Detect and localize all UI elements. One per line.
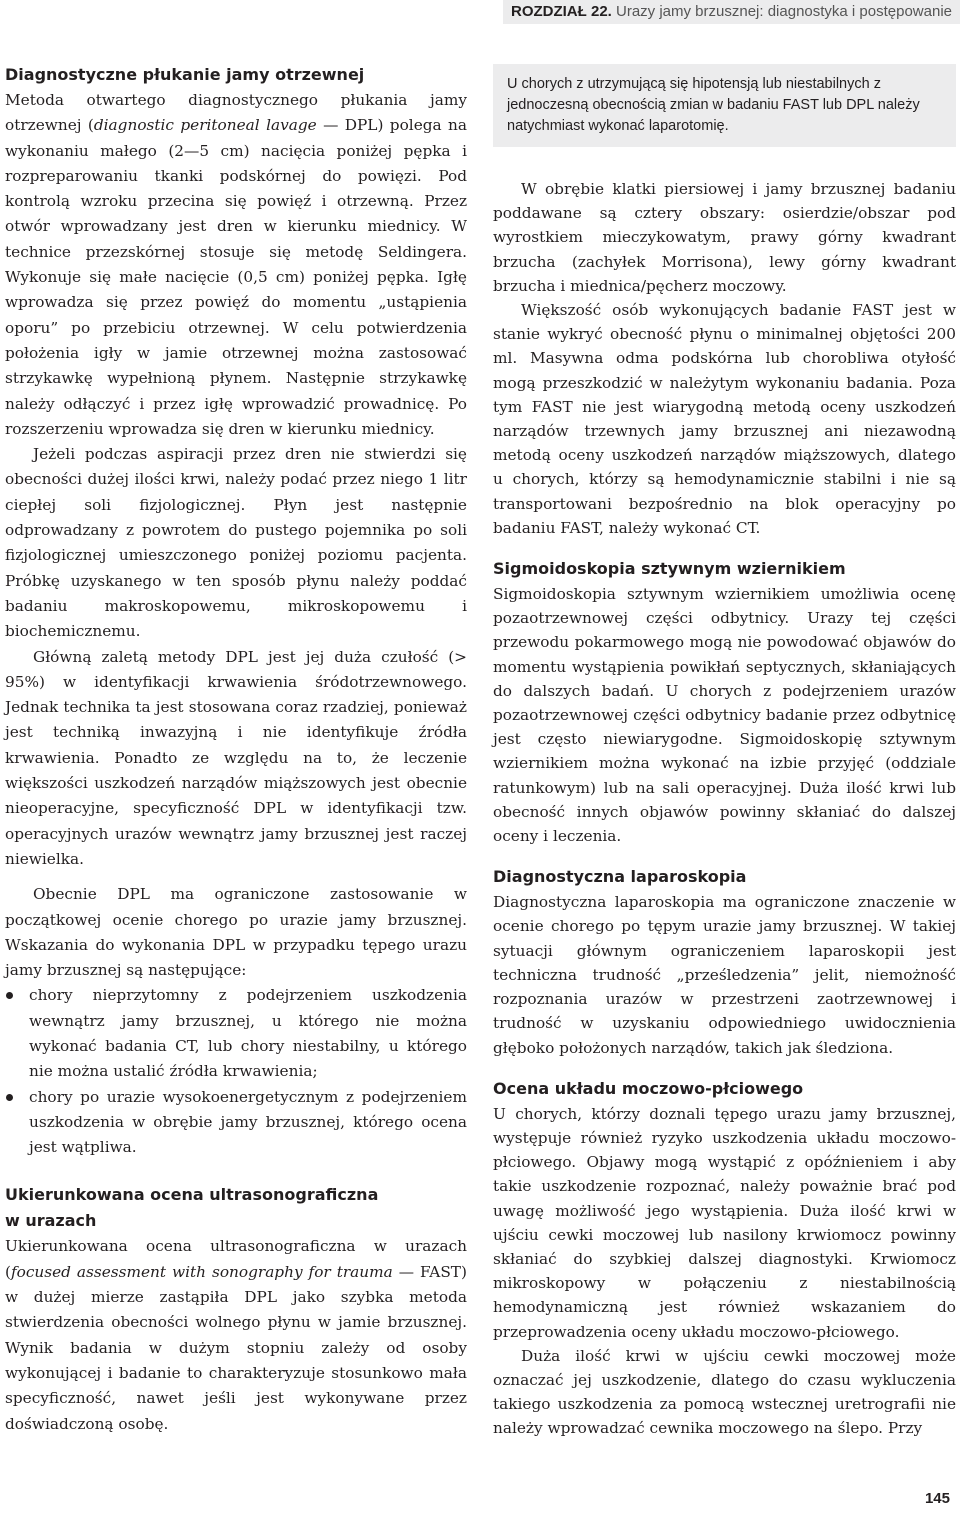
term-dpl-english: diagnostic peritoneal lavage [93, 116, 317, 135]
list-item: chory nieprzytomny z podejrzeniem uszkodzenia wewnątrz jamy brzusznej, u którego nie można wykonać badania CT, lub chory niestabilny, u którego nie można ustalić źródła krwawienia; [5, 983, 467, 1084]
paragraph-urogenital-risk: U chorych, którzy doznali tępego urazu jamy brzusznej, występuje również ryzyko uszkodzenia układu moczowo-płciowego. Objawy mogą wystąpić z opóźnieniem i aby takie uszkodzenie rozpoznać, należy poważnie brać pod uwagę możliwość jego wystąpienia. Duża ilość krwi w ujściu cewki moczowej lub nasilony krwiomocz powinny skłaniać do szybkiej dalszej diagnostyki. Krwiomocz mikroskopowy w połączeniu z niestabilnością hemodynamiczną jest również wskazaniem do przeprowadzenia oceny układu moczowo-płciowego. [493, 1104, 956, 1341]
paragraph-dpl-aspiration: Jeżeli podczas aspiracji przez dren nie stwierdzi się obecności dużej ilości krwi, należy podać przez niego 1 litr ciepłej soli fizjologicznej. Płyn jest następnie odprowadzany z powrotem do pustego pojemnika po soli fizjologicznej umieszczonego poniżej poziomu pacjenta. Próbkę uzyskanego w ten sposób płynu należy poddać badaniu makroskopowemu, mikroskopowemu i biochemicznemu. [5, 445, 467, 641]
paragraph-dpl-indications: Obecnie DPL ma ograniczone zastosowanie w początkowej ocenie chorego po urazie jamy brzusznej. Wskazania do wykonania DPL w przypadku tępego urazu jamy brzusznej są następujące: [5, 885, 467, 980]
section-heading-fast: Ukierunkowana ocena ultrasonograficzna w urazach [5, 1185, 379, 1231]
paragraph-dpl-advantages: Główną zaletą metody DPL jest jej duża czułość (> 95%) w identyfikacji krwawienia śródotrzewnowego. Jednak technika ta jest stosowana coraz rzadziej, ponieważ jest techniką inwazyjną i nie identyfikuje źródła krwawienia. Ponadto ze względu na to, że leczenie większości uszkodzeń narządów miąższowych jest obecnie nieoperacyjne, specyficzność DPL w identyfikacji tzw. operacyjnych urazów wewnątrz jamy brzusznej jest raczej niewielka. [5, 647, 467, 868]
section-heading-sigmoidoscopy: Sigmoidoskopia sztywnym wziernikiem [493, 559, 846, 579]
indications-list [5, 983, 467, 1160]
paragraph-laparoscopy: Diagnostyczna laparoskopia ma ograniczone znaczenie w ocenie chorego po tępym urazie jamy brzusznej. W takiej sytuacji głównym ograniczeniem laparoskopii jest techniczna trudność „prześledzenia” jelit, niemożność rozpoznania urazów w przestrzeni zaotrzewnowej i trudność w uzyskaniu odpowiedniego uwidocznienia głęboko położonych narządów, takich jak śledziona. [493, 893, 956, 1057]
chapter-label: ROZDZIAŁ 22. [510, 3, 612, 20]
paragraph-dpl-method: Metoda otwartego diagnostycznego płukania jamy otrzewnej (diagnostic peritoneal lavage — DPL) polega na wykonaniu małego (2—5 cm) nacięcia poniżej pępka i rozpreparowaniu tkanki podskórnej do powięzi. Pod kontrolą wzroku przecina się powięź i otrzewną. Przez otwór wprowadzany jest dren w kierunku miednicy. W technice przezskórnej stosuje się metodę Seldingera. Wykonuje się małe nacięcie (0,5 cm) poniżej pępka. Igłę wprowadza się przez powięź do momentu „ustąpienia oporu” po przebiciu otrzewnej. W celu potwierdzenia położenia igły w jamie otrzewnej można zastosować strzykawkę wypełnioną płynem. Następnie strzykawkę należy odłączyć i przez igłę wprowadzić prowadnicę. Po rozszerzeniu wprowadza się dren w kierunku miednicy. [5, 91, 468, 438]
paragraph-fast-regions: W obrębie klatki piersiowej i jamy brzusznej badaniu poddawane są cztery obszary: osierdzie/obszar pod wyrostkiem mieczykowatym, prawy górny kwadrant brzucha (zachyłek Morrisona), lewy górny kwadrant brzucha i miednica/pęcherz moczowy. [493, 180, 956, 295]
paragraph-fast-limitations: Większość osób wykonujących badanie FAST jest w stanie wykryć obecność płynu o minimalnej objętości 200 ml. Masywna odma podskórna lub chorobliwa otyłość mogą przeszkodzić w należytym wykonaniu badania. Poza tym FAST nie jest wiarygodną metodą oceny uszkodzeń narządów trzewnych jamy brzusznej ani niezawodną metodą oceny uszkodzeń narządów miąższowych, dlatego u chorych, którzy są hemodynamicznie stabilni i nie są transportowani bezpośrednio na blok operacyjny po badaniu FAST, należy wykonać CT. [493, 301, 956, 537]
right-column [493, 62, 956, 1441]
paragraph-sigmoidoscopy: Sigmoidoskopia sztywnym wziernikiem umożliwia ocenę pozaotrzewnowej części odbytnicy. Urazy tej części przewodu pokarmowego mogą nie powodować objawów do momentu wystąpienia powikłań septycznych, skłaniających do dalszych badań. U chorych z podejrzeniem urazów pozaotrzewnowej części odbytnicy badanie przez odbytnicę jest często niewiarygodne. Sigmoidoskopię sztywnym wziernikiem można wykonać na izbie przyjęć (oddziale ratunkowym) lub na sali operacyjnej. Duża ilość krwi lub obecność innych objawów powinny skłaniać do dalszej oceny i leczenia. [493, 585, 956, 846]
bullet-icon [6, 1094, 13, 1101]
paragraph-urogenital-catheter: Duża ilość krwi w ujściu cewki moczowej może oznaczać jej uszkodzenie, dlatego do czasu wykluczenia takiego uszkodzenia za pomocą wstecznej uretrografii nie należy wprowadzać cewnika moczowego na ślepo. Przy [493, 1346, 956, 1438]
list-item: chory po urazie wysokoenergetycznym z podejrzeniem uszkodzenia w obrębie jamy brzusznej, którego ocena jest wątpliwa. [5, 1085, 467, 1161]
section-heading-laparoscopy: Diagnostyczna laparoskopia [493, 867, 747, 887]
paragraph-fast-intro: Ukierunkowana ocena ultrasonograficzna w urazach (focused assessment with sonography for trauma — FAST) w dużej mierze zastąpiła DPL jako szybka metoda stwierdzenia obecności wolnego płynu w jamie brzusznej. Wynik badania w dużym stopniu zależy od osoby wykonującej i badanie to charakteryzuje stosunkowo mała specyficzność, nawet jeśli jest wykonywane przez doświadczoną osobę. [5, 1237, 467, 1433]
callout-box: U chorych z utrzymującą się hipotensją lub niestabilnych z jednoczesną obecnością zmian w badaniu FAST lub DPL należy natychmiast wykonać laparotomię. [493, 64, 956, 147]
bullet-icon [6, 992, 13, 999]
section-heading-urogenital: Ocena układu moczowo-płciowego [493, 1078, 804, 1098]
page-number: 145 [924, 1490, 950, 1507]
chapter-title: Urazy jamy brzusznej: diagnostyka i postępowanie [616, 3, 952, 20]
term-fast-english: focused assessment with sonography for trauma [10, 1262, 393, 1281]
running-header [503, 0, 960, 24]
left-column [5, 62, 467, 1437]
section-heading-dpl: Diagnostyczne płukanie jamy otrzewnej [5, 65, 365, 84]
